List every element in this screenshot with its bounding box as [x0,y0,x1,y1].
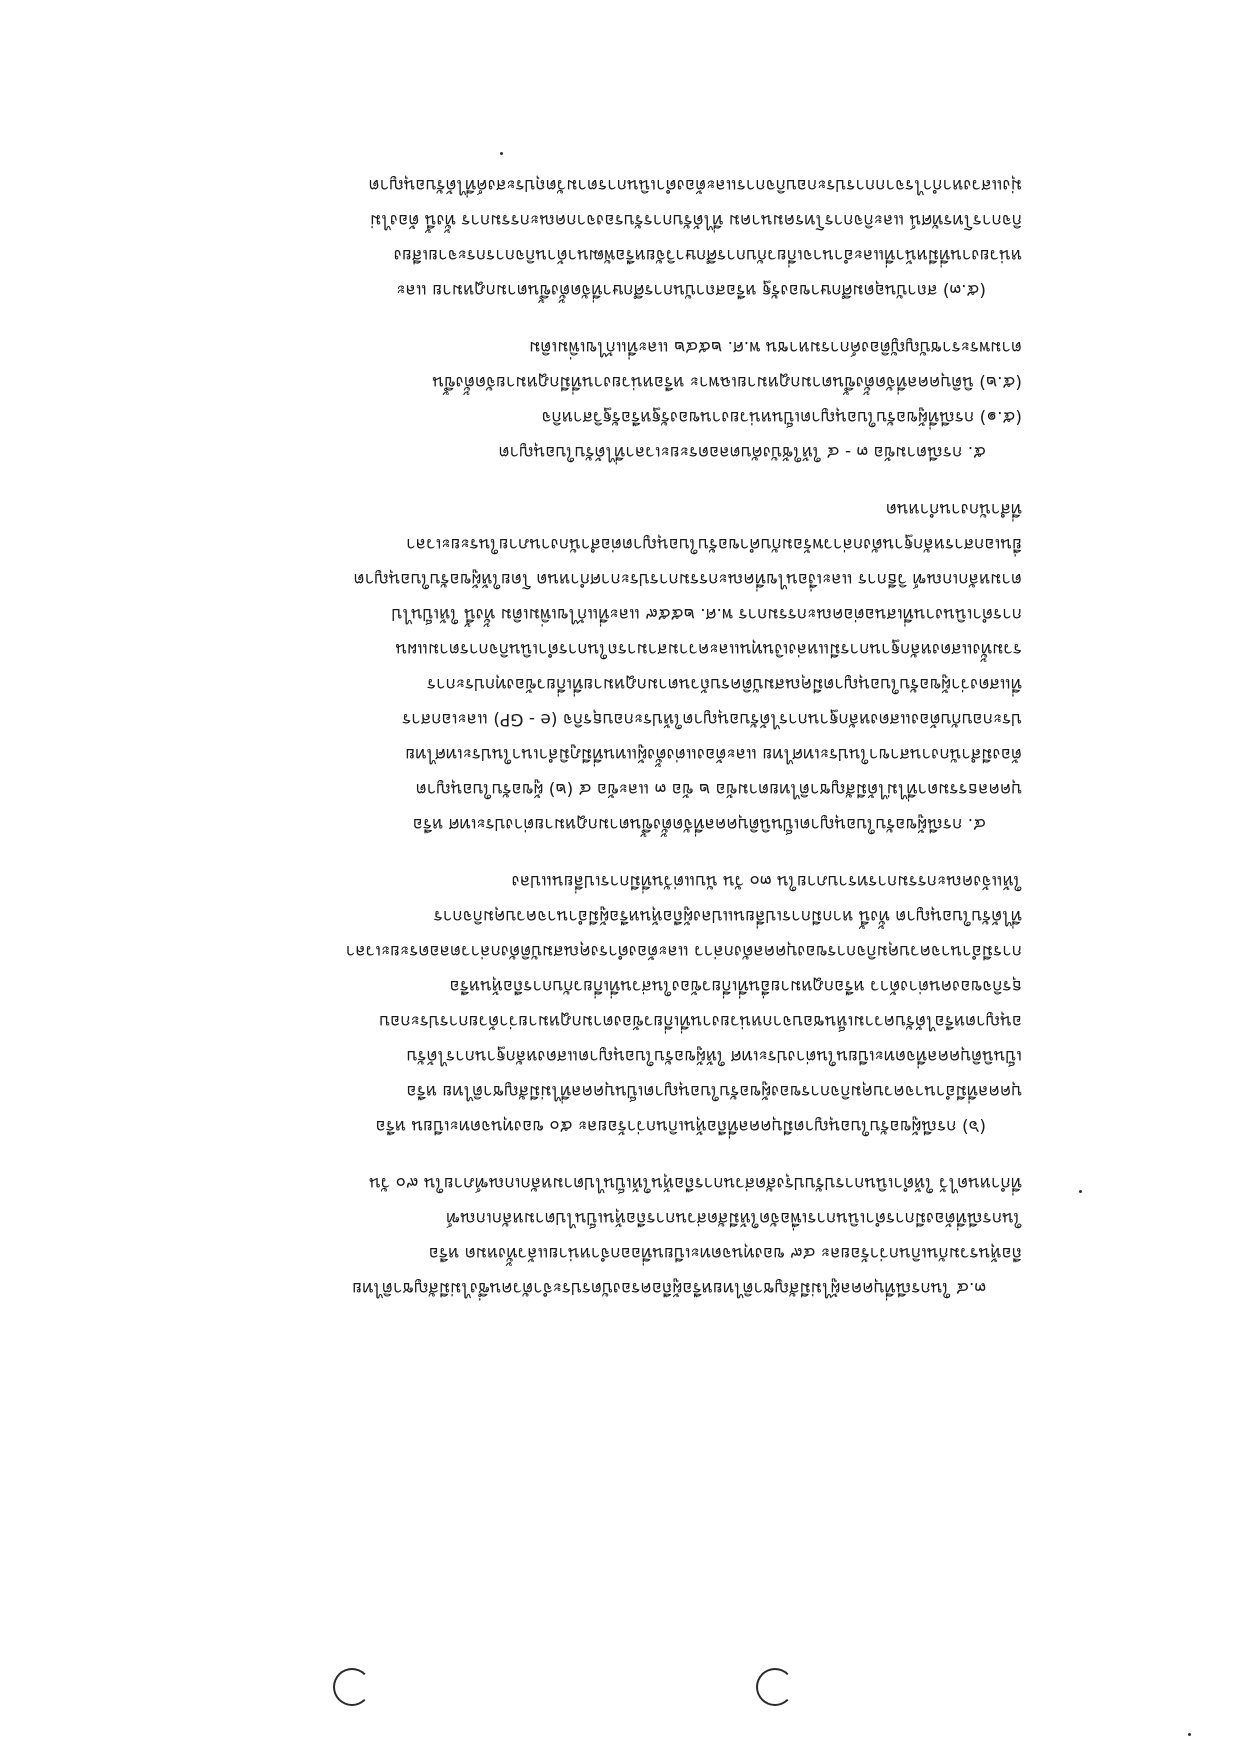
scan-speck [1079,1190,1082,1193]
text-line: ในกรณีที่ต้องมีการดำเนินการเพื่อจัดให้มีสัดส่วนการถือหุ้นเป็นไปตามหลักเกณฑ์ [445,1208,1022,1228]
text-line: ๔. กรณีผู้ขอรับใบอนุญาตเป็นนิติบุคคลที่จัดตั้งขึ้นตามกฎหมายต่างประเทศ หรือ [412,814,986,834]
text-line: ที่กำหนดไว้ ให้ดำเนินการปรับปรุงสัดส่วนการถือหุ้นให้เป็นไปตามหลักเกณฑ์ภายใน ๙๐ วัน [369,1173,1022,1193]
paragraph-p4 [202,329,1022,469]
scan-speck [1188,1733,1191,1736]
text-line: รวมทั้งแสดงหลักฐานการมีแหล่งเงินทุนและความสามารถในการดำเนินกิจการตามแผน [395,639,1022,659]
text-line: บุคคลธรรมดาที่ไม่ได้มีสัญชาติไทยตามข้อ ๒ ข้อ ๓ และข้อ ๔ (๒) ผู้ขอรับใบอนุญาต [415,779,1022,799]
text-line: ตามพระราชบัญญัติองค์การมหาชน พ.ศ. ๒๕๔๒ และที่แก้ไขเพิ่มเติม [529,337,1022,357]
punch-hole-right [756,1668,794,1706]
text-line: ที่แสดงว่าผู้ขอรับใบอนุญาตมีคุณสมบัติครบถ้วนตามกฎหมายที่เกี่ยวข้องทุกประการ [426,674,1022,694]
text-line: (๖) กรณีผู้ขอรับใบอนุญาตมีบุคคลที่ถือหุ้นเกินกว่าร้อยละ ๕๐ ของทุนจดทะเบียน หรือ [375,1116,986,1136]
punch-hole-left [333,1668,371,1706]
paragraph-p5 [202,167,1022,307]
text-line: การดำเนินงานที่เสนอต่อคณะกรรมการ พ.ศ. ๒๕๕๙ และที่แก้ไขเพิ่มเติม ทั้งนี้ ให้เป็นไป [391,604,1022,624]
text-line: เป็นนิติบุคคลที่จดทะเบียนในต่างประเทศ ให้ผู้ขอรับใบอนุญาตแสดงหลักฐานการได้รับ [406,1046,1022,1066]
text-line: หน่วยงานที่มีหน้าที่และอำนาจเกี่ยวกับการศึกษาวิจัยหรือพัฒนาด้านกิจการกระจายเสียง [393,245,1022,265]
text-line: กิจการโทรทัศน์ และกิจการโทรคมนาคม ที่ได้รับการรับรองจากคณะกรรมการ ทั้งนี้ ต้องไม่ [370,210,1022,230]
text-line: ประกอบกับต้องแสดงหลักฐานการได้รับอนุญาตให้ประกอบธุรกิจ (e - GP) และเอกสาร [402,709,1022,729]
text-line: ๕. กรณีตามข้อ ๓ - ๔ ให้ใช้บังคับตลอดระยะเวลาที่ได้รับใบอนุญาต [498,442,986,462]
text-line: บุคคลที่มีอำนาจควบคุมกิจการของผู้ขอรับใบอนุญาตเป็นบุคคลที่ไม่มีสัญชาติไทย หรือ [406,1081,1022,1101]
text-line: การมีอำนาจควบคุมกิจการของบุคคลดังกล่าว และต้องดำรงคุณสมบัติดังกล่าวตลอดระยะเวลา [345,941,1022,961]
text-line: ๓.๔ ในกรณีที่บุคคลผู้ไม่มีสัญชาติไทยหรือผู้ถือครองบัตรประจำตัวคนซึ่งไม่มีสัญชาติไทย [352,1278,986,1298]
paragraph-p1 [202,1165,1022,1305]
document-body [202,145,1022,1305]
text-line: มุ่งแสวงหากำไรจากการประกอบกิจการและต้องดำเนินการตามวัตถุประสงค์ที่ได้รับอนุญาต [368,175,1022,195]
text-line: ถือหุ้นรวมกันเกินกว่าร้อยละ ๔๙ ของทุนจดทะเบียนที่ออกจำหน่ายแล้วทั้งหมด หรือ [428,1243,1022,1263]
text-line: อนุญาตหรือได้รับความเห็นชอบจากหน่วยงานที่เกี่ยวข้องตามกฎหมายว่าด้วยการประกอบ [379,1011,1022,1031]
text-line: ยื่นเอกสารหลักฐานดังกล่าวพร้อมกับคำขอรับใบอนุญาตต่อสำนักงานภายในระยะเวลา [406,534,1022,554]
paragraph-p2 [202,863,1022,1143]
text-line: ที่ได้รับใบอนุญาต ทั้งนี้ หากมีการเปลี่ยนแปลงผู้ถือหุ้นหรือผู้มีอำนาจควบคุมกิจการ [433,906,1022,926]
text-line: (๕.๓) สถาบันอุดมศึกษาของรัฐ หรือสถาบันการศึกษาที่จัดตั้งขึ้นตามกฎหมาย และ [396,280,986,300]
paragraph-p3 [202,491,1022,841]
text-line: ต้องมีสำนักงานสาขาในประเทศไทย และต้องแต่งตั้งผู้แทนที่มีภูมิลำเนาในประเทศไทย [405,744,1022,764]
text-line: ให้แจ้งคณะกรรมการทราบภายใน ๓๐ วัน นับแต่วันที่มีการเปลี่ยนแปลง [511,871,1022,891]
text-line: ธุรกิจของคนต่างด้าว หรือกฎหมายอื่นที่เกี่ยวข้องในส่วนที่เกี่ยวกับการถือหุ้นหรือ [449,976,1022,996]
text-line: ตามหลักเกณฑ์ วิธีการ และเงื่อนไขที่คณะกรรมการประกาศกำหนด โดยให้ผู้ขอรับใบอนุญาต [353,569,1022,589]
scan-speck [500,152,503,155]
text-line: (๕.๑) กรณีที่ผู้ขอรับใบอนุญาตเป็นหน่วยงานของรัฐหรือรัฐวิสาหกิจ [541,407,1022,427]
text-line: ที่สำนักงานกำหนด [885,499,1022,519]
text-line: (๕.๒) นิติบุคคลที่จัดตั้งขึ้นตามกฎหมายเฉพาะ หรือหน่วยงานที่มีกฎหมายจัดตั้งขึ้น [432,372,1022,392]
